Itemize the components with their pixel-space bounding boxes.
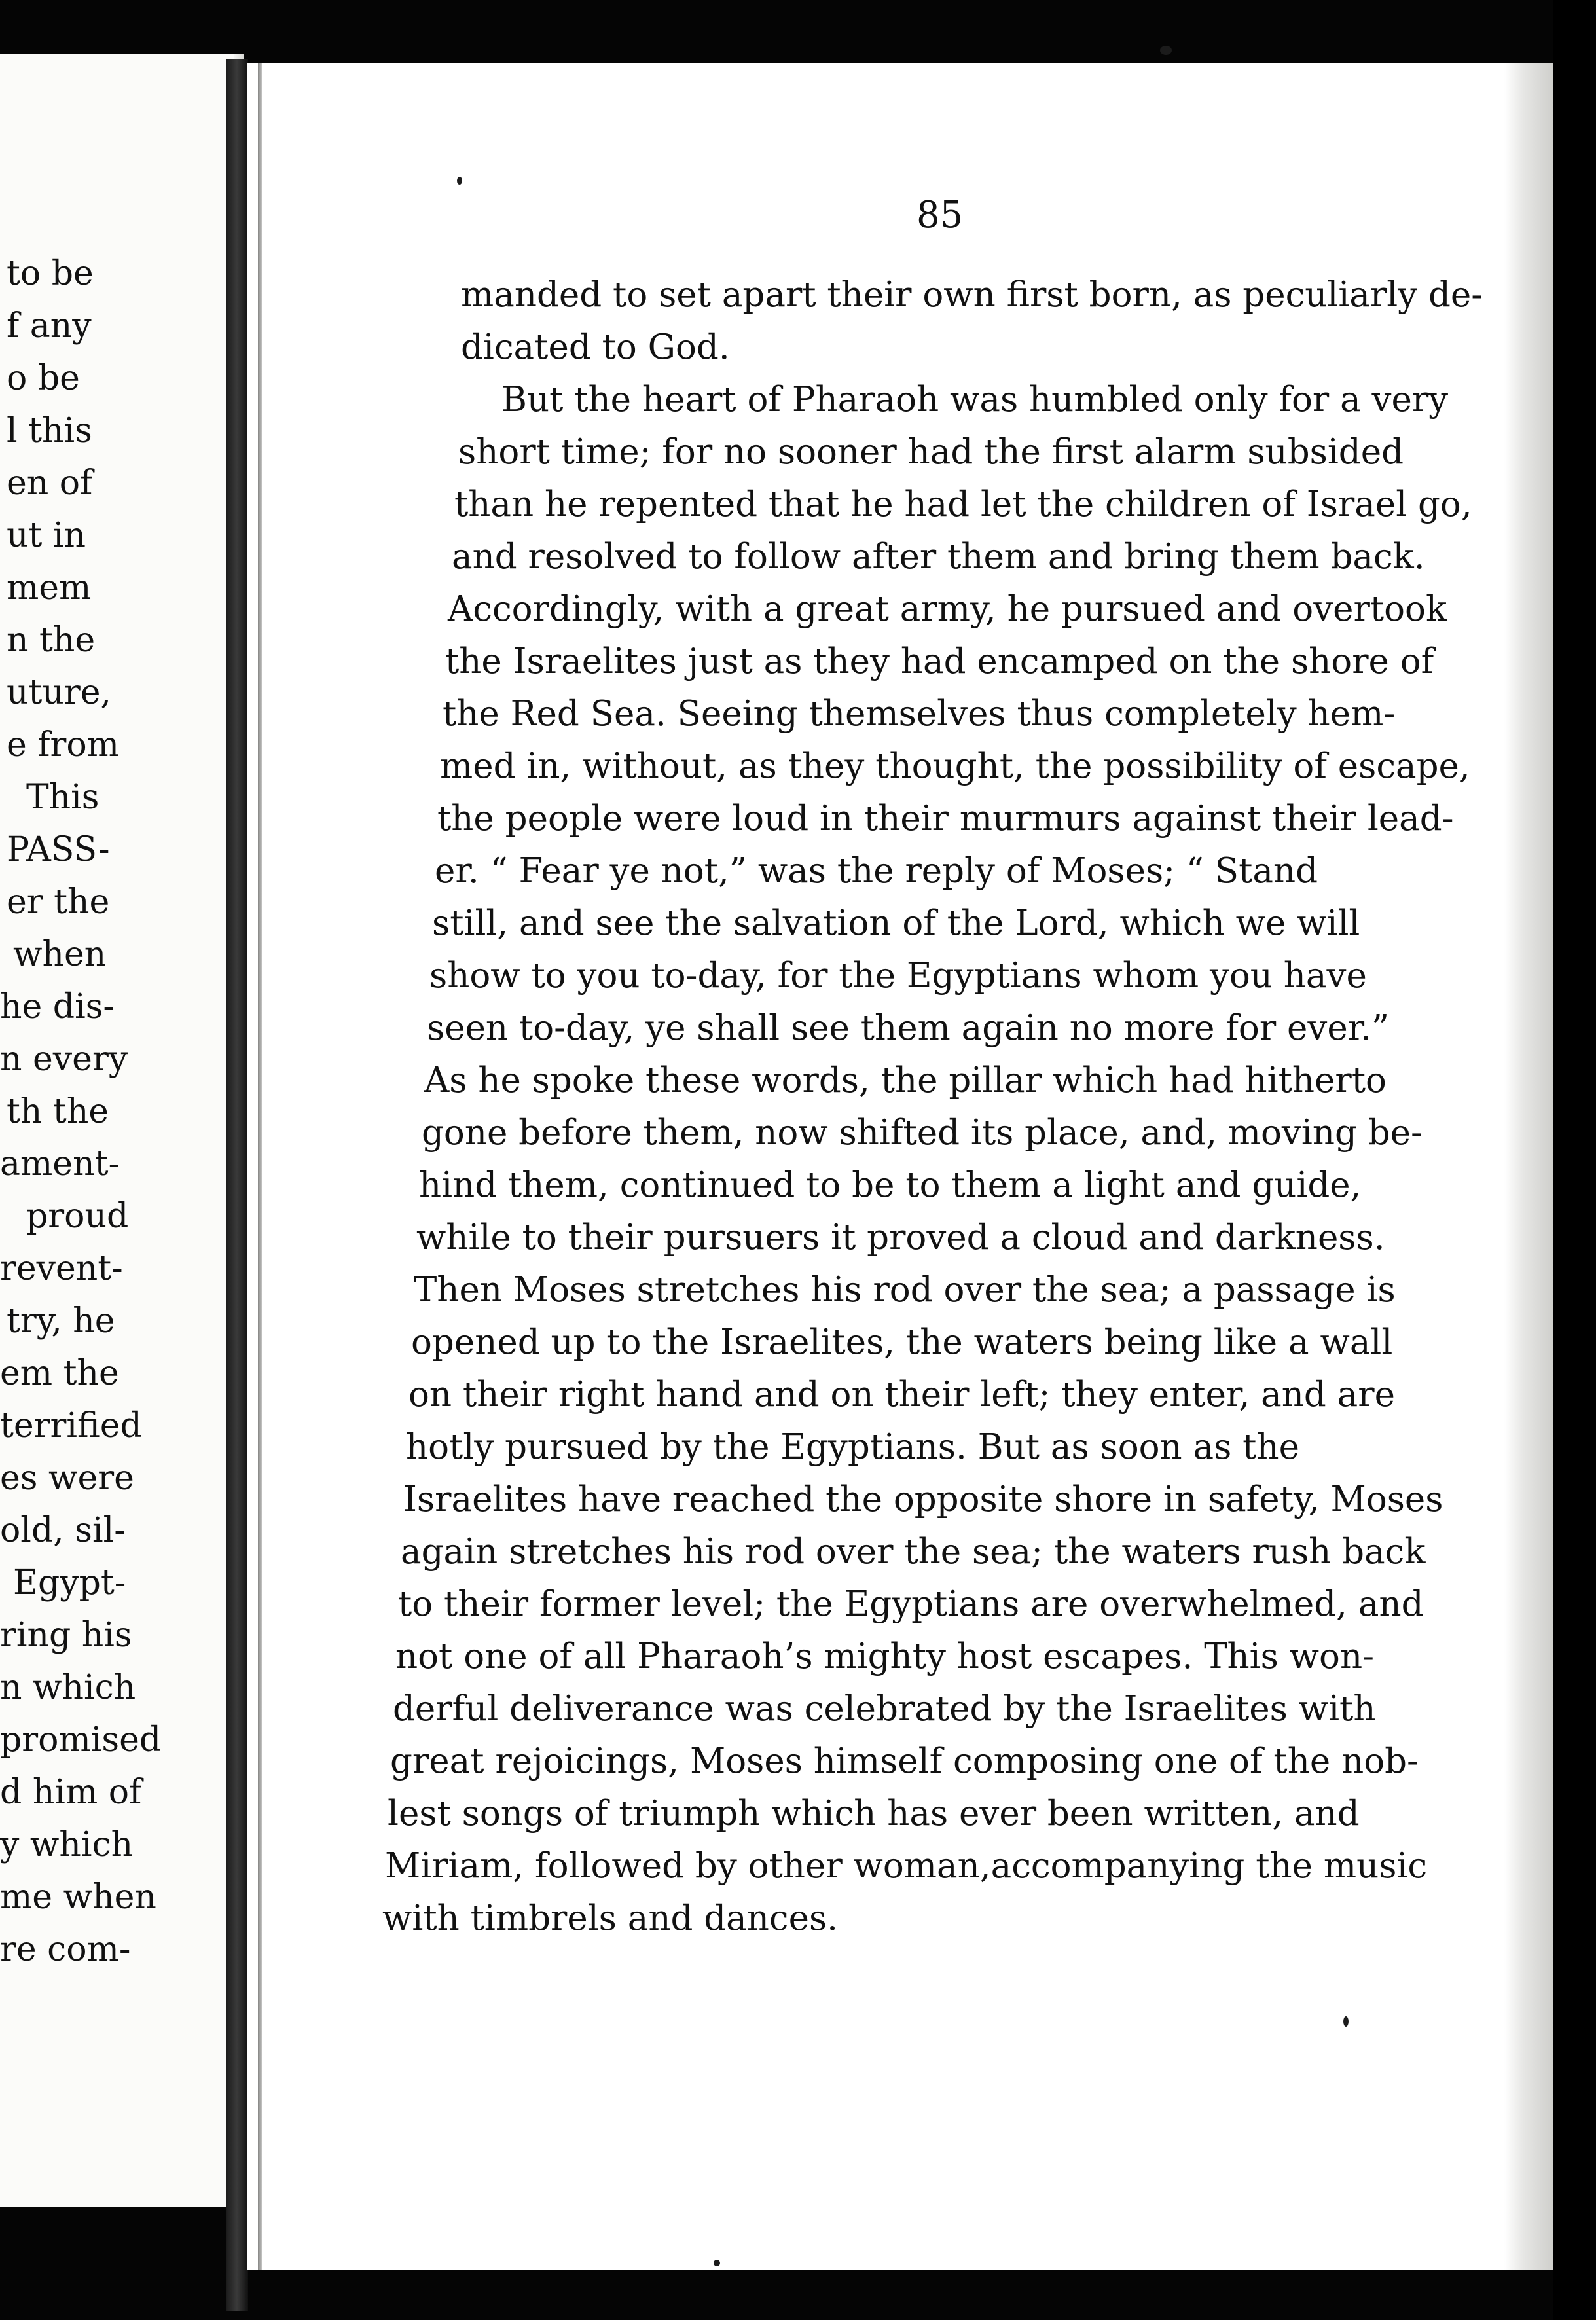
left-line: em the [0, 1354, 119, 1393]
left-line: he dis- [0, 987, 115, 1026]
text-line: again stretches his rod over the sea; the waters rush back [401, 1532, 1426, 1572]
left-line: Egypt- [13, 1563, 126, 1603]
left-line: f any [7, 306, 92, 346]
text-line: on their right hand and on their left; they enter, and are [408, 1375, 1395, 1415]
left-line: n which [0, 1668, 136, 1707]
scan-speck [714, 2260, 720, 2266]
text-line: show to you to-day, for the Egyptians whom you have [429, 956, 1367, 996]
left-line: old, sil- [0, 1511, 126, 1550]
left-line: l this [7, 411, 92, 450]
text-line: Accordingly, with a great army, he pursued and overtook [448, 589, 1447, 629]
left-line: n the [7, 621, 96, 660]
page-number: 85 [916, 194, 964, 236]
text-line: hind them, continued to be to them a light and guide, [419, 1165, 1362, 1205]
left-line: uture, [7, 673, 112, 712]
text-line: derful deliverance was celebrated by the Israelites with [393, 1689, 1376, 1729]
left-line: o be [7, 359, 80, 398]
left-line: revent- [0, 1249, 123, 1288]
text-line: hotly pursued by the Egyptians. But as soon as the [406, 1427, 1299, 1467]
text-line: manded to set apart their own first born, as peculiarly de- [461, 275, 1483, 315]
text-line: with timbrels and dances. [382, 1898, 838, 1938]
left-line: This [26, 778, 100, 817]
text-line: As he spoke these words, the pillar which had hitherto [424, 1060, 1387, 1100]
text-line: lest songs of triumph which has ever been written, and [388, 1794, 1360, 1834]
scan-speck [457, 177, 462, 185]
text-line: gone before them, now shifted its place, and, moving be- [422, 1113, 1423, 1153]
text-line: still, and see the salvation of the Lord, which we will [432, 903, 1360, 943]
left-line: terrified [0, 1406, 142, 1445]
left-line: me when [0, 1877, 156, 1917]
text-line: not one of all Pharaoh’s mighty host escapes. This won- [395, 1637, 1374, 1677]
left-line: try, he [7, 1301, 115, 1341]
text-line: Israelites have reached the opposite shore in safety, Moses [403, 1479, 1443, 1519]
left-line: en of [7, 463, 93, 503]
text-line: med in, without, as they thought, the possibility of escape, [440, 746, 1470, 786]
left-line: er the [7, 882, 110, 922]
left-line: d him of [0, 1773, 142, 1812]
text-line: the Israelites just as they had encamped on the shore of [445, 642, 1434, 681]
text-line: er. “ Fear ye not,” was the reply of Moses; “ Stand [435, 851, 1318, 891]
text-line: opened up to the Israelites, the waters being like a wall [411, 1322, 1393, 1362]
left-line: mem [7, 568, 92, 607]
left-line: ut in [7, 516, 86, 555]
left-line: th the [7, 1092, 109, 1131]
left-line: promised [0, 1720, 162, 1760]
left-line: e from [7, 725, 120, 765]
text-line: to their former level; the Egyptians are overwhelmed, and [398, 1584, 1424, 1624]
left-line: es were [0, 1459, 134, 1498]
text-line: dicated to God. [461, 327, 730, 367]
text-line: seen to-day, ye shall see them again no more for ever.” [427, 1008, 1390, 1048]
text-line: But the heart of Pharaoh was humbled only for a very [501, 380, 1449, 420]
left-line: n every [0, 1040, 128, 1079]
text-line: the Red Sea. Seeing themselves thus completely hem- [443, 694, 1396, 734]
text-line: Then Moses stretches his rod over the sea; a passage is [414, 1270, 1396, 1310]
text-line: short time; for no sooner had the first alarm subsided [458, 432, 1404, 472]
text-line: great rejoicings, Moses himself composing one of the nob- [390, 1741, 1419, 1781]
left-line: proud [26, 1197, 129, 1236]
text-line: than he repented that he had let the children of Israel go, [454, 484, 1472, 524]
left-line: re com- [0, 1930, 131, 1969]
text-line: while to their pursuers it proved a cloud and darkness. [416, 1218, 1385, 1258]
text-line: Miriam, followed by other woman,accompanying the music [385, 1846, 1428, 1886]
left-line: to be [7, 254, 94, 293]
text-line: the people were loud in their murmurs against their lead- [437, 799, 1454, 839]
scan-speck [1160, 46, 1172, 55]
left-line: ament- [0, 1144, 120, 1184]
left-line: PASS- [7, 830, 110, 869]
left-line: ring his [0, 1616, 132, 1655]
left-line: y which [0, 1825, 134, 1864]
scan-speck [1343, 2016, 1349, 2027]
text-line: and resolved to follow after them and bring them back. [452, 537, 1425, 577]
left-line: when [13, 935, 107, 974]
